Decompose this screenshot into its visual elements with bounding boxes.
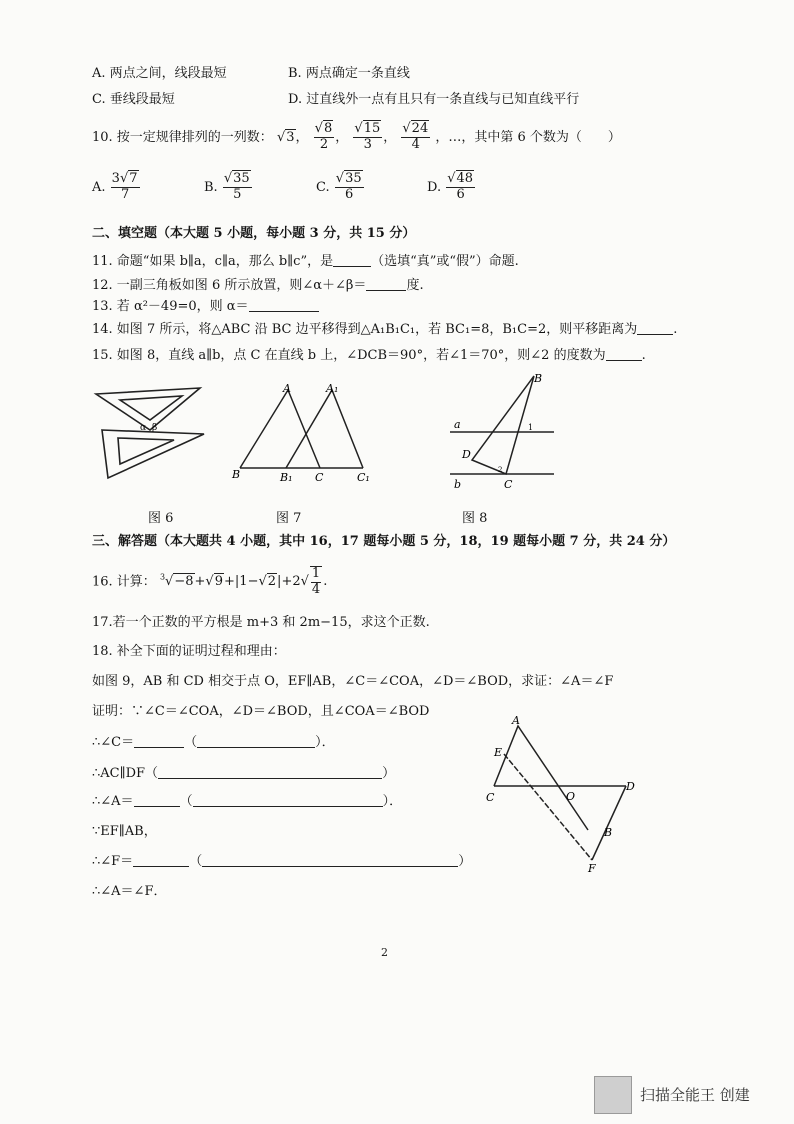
- fig8-angle-1: 1: [528, 423, 534, 432]
- section3-heading: 三、解答题（本大题共 4 小题，其中 16，17 题每小题 5 分，18，19 题每小题 7 分，共 24 分）: [92, 534, 676, 549]
- fig7-triangle-abc: [240, 390, 320, 468]
- q16-expression: $^3$√−8+√9+|1−√2|+2√ $\frac{1}{4}$ .: [159, 565, 328, 597]
- step1-blank[interactable]: [134, 734, 184, 748]
- step2-reason-blank[interactable]: [158, 765, 382, 779]
- q15: 15. 如图 8，直线 a∥b，点 C 在直线 b 上，∠DCB＝90°，若∠1＝70°，则∠2 的度数为 .: [92, 348, 646, 363]
- q9-option-b: B. 两点确定一条直线: [288, 66, 410, 81]
- fig6-alpha: α: [140, 423, 147, 433]
- step1-reason-blank[interactable]: [197, 734, 315, 748]
- q11-blank[interactable]: [333, 253, 371, 267]
- fig9-label-d: D: [626, 780, 635, 793]
- figure-6: [92, 384, 212, 484]
- fig6-caption: 图 6: [148, 511, 174, 526]
- qr-logo-icon: [594, 1076, 632, 1114]
- fig9-label-e: E: [494, 746, 503, 759]
- fig7-triangle-a1b1c1: [286, 390, 363, 468]
- q17: 17.若一个正数的平方根是 m+3 和 2m−15，求这个正数.: [92, 615, 430, 630]
- fig6-upper-triangle: [96, 388, 200, 430]
- figure-7: [228, 380, 378, 490]
- q10-suffix: ，…，其中第 6 个数为（ ）: [435, 130, 621, 145]
- fig8-caption: 图 8: [462, 511, 488, 526]
- q10-question: 10. 按一定规律排列的一列数： √3， $\frac{√8}{2}$ ， $\frac{√15}{3}$ ， $\frac{√24}{4}$ ，…，其中第 6 个数为（ ）: [92, 121, 621, 152]
- q9-option-c: C. 垂线段最短: [92, 92, 175, 107]
- q10-option-a: A. $\frac{3√7}{7}$: [92, 171, 138, 202]
- q10-term-1: √3: [276, 130, 295, 145]
- q10-option-d: D. $\frac{√48}{6}$: [427, 171, 474, 202]
- fig7-label-b: B: [232, 468, 241, 481]
- fig8-label-b: b: [454, 478, 462, 491]
- fig9-label-c: C: [486, 791, 495, 804]
- proof-step-3: ∴∠A＝ （ ）．: [92, 794, 403, 809]
- fig8-label-b-point: B: [534, 372, 543, 385]
- fig9-line-df: [592, 786, 626, 860]
- q12-blank[interactable]: [366, 277, 406, 291]
- q16-prefix: 16. 计算：: [92, 574, 156, 590]
- q11: 11. 命题“如果 b∥a，c∥a，那么 b∥c”，是 （选填“真”或“假”）命题.: [92, 254, 519, 269]
- q12: 12. 一副三角板如图 6 所示放置，则∠α＋∠β＝ 度.: [92, 278, 424, 293]
- figure-8: [446, 370, 566, 495]
- q10-term-3: $\frac{√15}{3}$: [354, 121, 381, 152]
- fig9-label-b: B: [604, 826, 613, 839]
- q16: [92, 558, 327, 602]
- q9-option-d: D. 过直线外一点有且只有一条直线与已知直线平行: [288, 92, 580, 107]
- proof-step-6: ∴∠A＝∠F．: [92, 884, 167, 899]
- q10-prefix: 10. 按一定规律排列的一列数：: [92, 130, 273, 145]
- q14-blank[interactable]: [637, 321, 673, 335]
- q9-option-a: A. 两点之间，线段最短: [92, 66, 227, 81]
- fig7-label-c1: C₁: [357, 471, 370, 484]
- proof-step-2: ∴AC∥DF（ ）: [92, 766, 396, 781]
- step3-reason-blank[interactable]: [193, 793, 383, 807]
- q13-blank[interactable]: [249, 298, 319, 312]
- fig7-caption: 图 7: [276, 511, 302, 526]
- fig9-line-ca-ab: [494, 726, 588, 830]
- fig8-angle-2: 2: [498, 466, 503, 474]
- fig8-label-c: C: [504, 478, 513, 491]
- proof-step-1: ∴∠C＝ （ ）．: [92, 735, 335, 750]
- fig7-label-a: A: [283, 382, 291, 395]
- q13: 13. 若 α²－49=0，则 α＝: [92, 295, 319, 314]
- fig6-beta: β: [152, 423, 158, 433]
- q10-term-4: $\frac{√24}{4}$: [402, 121, 429, 152]
- fig8-label-a: a: [454, 418, 461, 431]
- q10-option-c: C. $\frac{√35}{6}$: [316, 171, 362, 202]
- q14: 14. 如图 7 所示，将△ABC 沿 BC 边平移得到△A₁B₁C₁，若 BC₁=8，B₁C=2，则平移距离为 .: [92, 322, 678, 337]
- section2-heading: 二、填空题（本大题 5 小题，每小题 3 分，共 15 分）: [92, 226, 416, 241]
- q18-given: 如图 9，AB 和 CD 相交于点 O，EF∥AB，∠C＝∠COA，∠D＝∠BOD，求证：∠A＝∠F: [92, 674, 614, 689]
- q18: 18. 补全下面的证明过程和理由：: [92, 644, 286, 659]
- fig9-label-a: A: [512, 714, 520, 727]
- q18-proof-intro: 证明：∵∠C＝∠COA，∠D＝∠BOD，且∠COA＝∠BOD: [92, 704, 430, 719]
- watermark-text: 扫描全能王 创建: [640, 1086, 750, 1104]
- fig9-label-o: O: [566, 790, 576, 803]
- fig7-label-a1: A₁: [326, 382, 339, 395]
- step5-blank[interactable]: [133, 853, 189, 867]
- step3-blank[interactable]: [134, 793, 180, 807]
- fig9-label-f: F: [588, 862, 596, 875]
- fig8-triangle: [472, 376, 534, 474]
- fig7-label-b1: B₁: [280, 471, 293, 484]
- page-number: 2: [381, 946, 388, 959]
- q10-option-b: B. $\frac{√35}{5}$: [204, 171, 250, 202]
- proof-step-5: ∴∠F＝ （ ）: [92, 854, 472, 869]
- figure-9: [478, 710, 638, 875]
- step5-reason-blank[interactable]: [202, 853, 458, 867]
- proof-step-4: ∵EF∥AB，: [92, 824, 157, 839]
- fig8-label-d: D: [462, 448, 471, 461]
- q15-blank[interactable]: [606, 347, 642, 361]
- q10-term-2: $\frac{√8}{2}$: [314, 121, 333, 152]
- fig7-label-c: C: [315, 471, 324, 484]
